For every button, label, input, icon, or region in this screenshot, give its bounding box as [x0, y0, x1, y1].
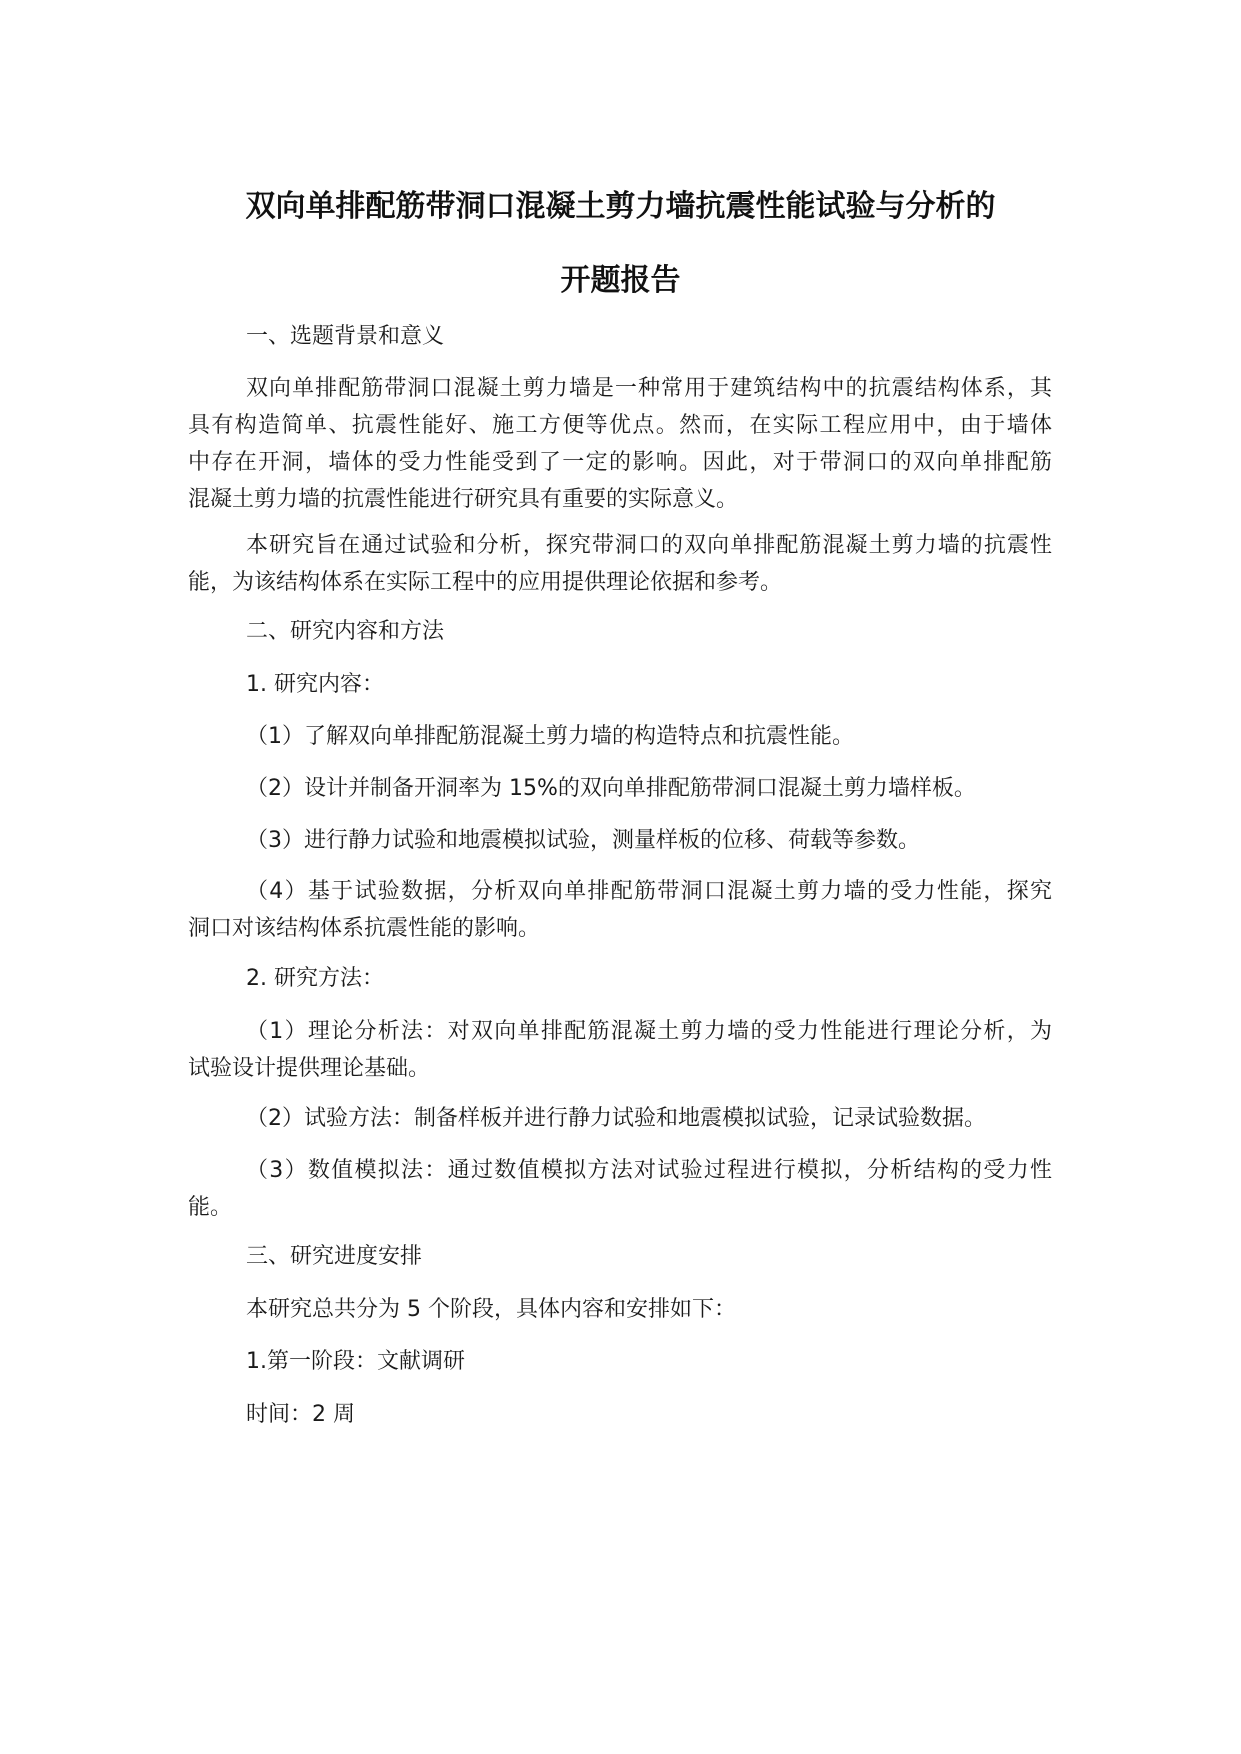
- section-3-heading: 三、研究进度安排: [246, 1244, 423, 1269]
- section-1-heading: 一、选题背景和意义: [246, 324, 445, 349]
- research-content-item-2: （2）设计并制备开洞率为 15%的双向单排配筋带洞口混凝土剪力墙样板。: [246, 776, 976, 801]
- research-method-item-2: （2）试验方法：制备样板并进行静力试验和地震模拟试验，记录试验数据。: [246, 1106, 986, 1131]
- paragraph-line: （4）基于试验数据，分析双向单排配筋带洞口混凝土剪力墙的受力性能，探究: [246, 879, 1052, 904]
- research-content-heading: 1. 研究内容：: [246, 672, 384, 697]
- paragraph-line: 试验设计提供理论基础。: [188, 1056, 431, 1081]
- paragraph-line: 能，为该结构体系在实际工程中的应用提供理论依据和参考。: [188, 570, 783, 595]
- paragraph-line: 具有构造简单、抗震性能好、施工方便等优点。然而，在实际工程应用中，由于墙体: [188, 413, 1052, 438]
- research-content-item-4: [188, 873, 1052, 947]
- research-content-item-3: （3）进行静力试验和地震模拟试验，测量样板的位移、荷载等参数。: [246, 828, 920, 853]
- paragraph-line: （3）数值模拟法：通过数值模拟方法对试验过程进行模拟，分析结构的受力性: [246, 1158, 1052, 1183]
- section-1-paragraph-1: [188, 370, 1052, 518]
- research-method-item-3: [188, 1152, 1052, 1226]
- document-title-line-2: 开题报告: [560, 263, 681, 298]
- document-title-line-1: 双向单排配筋带洞口混凝土剪力墙抗震性能试验与分析的: [245, 189, 996, 224]
- paragraph-line: 混凝土剪力墙的抗震性能进行研究具有重要的实际意义。: [188, 487, 739, 512]
- section-1-paragraph-2: [188, 527, 1052, 601]
- section-2-heading: 二、研究内容和方法: [246, 619, 445, 644]
- stage-1-title: 1.第一阶段：文献调研: [246, 1349, 465, 1374]
- stage-1-time: 时间：2 周: [246, 1402, 355, 1427]
- section-3-intro: 本研究总共分为 5 个阶段，具体内容和安排如下：: [246, 1297, 736, 1322]
- paragraph-line: （1）理论分析法：对双向单排配筋混凝土剪力墙的受力性能进行理论分析，为: [246, 1019, 1052, 1044]
- paragraph-line: 中存在开洞，墙体的受力性能受到了一定的影响。因此，对于带洞口的双向单排配筋: [188, 450, 1052, 475]
- research-method-item-1: [188, 1013, 1052, 1087]
- research-content-item-1: （1）了解双向单排配筋混凝土剪力墙的构造特点和抗震性能。: [246, 724, 854, 749]
- paragraph-line: 能。: [188, 1195, 233, 1220]
- paragraph-line: 洞口对该结构体系抗震性能的影响。: [188, 916, 541, 941]
- research-method-heading: 2. 研究方法：: [246, 966, 384, 991]
- paragraph-line: 双向单排配筋带洞口混凝土剪力墙是一种常用于建筑结构中的抗震结构体系，其: [246, 376, 1052, 401]
- paragraph-line: 本研究旨在通过试验和分析，探究带洞口的双向单排配筋混凝土剪力墙的抗震性: [246, 533, 1052, 558]
